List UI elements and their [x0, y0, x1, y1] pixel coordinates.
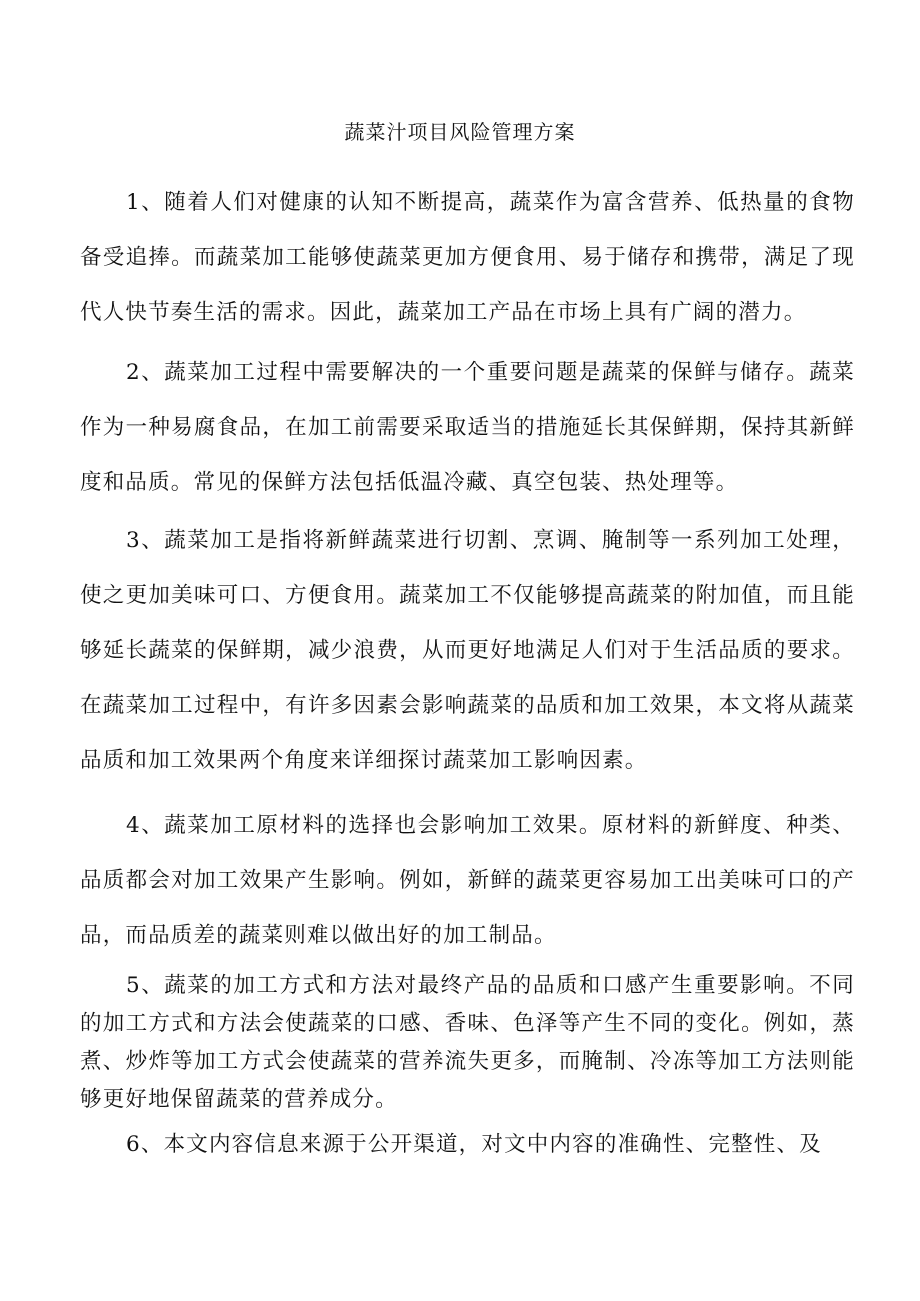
paragraph-4: 4、蔬菜加工原材料的选择也会影响加工效果。原材料的新鲜度、种类、品质都会对加工效果产生影响。例如，新鲜的蔬菜更容易加工出美味可口的产品，而品质差的蔬菜则难以做出好的加工制品。: [80, 813, 855, 948]
document-title: 蔬菜汁项目风险管理方案: [344, 120, 576, 144]
paragraph-6: 6、本文内容信息来源于公开渠道，对文中内容的准确性、完整性、及: [126, 1132, 822, 1157]
paragraph-2: 2、蔬菜加工过程中需要解决的一个重要问题是蔬菜的保鲜与储存。蔬菜作为一种易腐食品，在加工前需要采取适当的措施延长其保鲜期，保持其新鲜度和品质。常见的保鲜方法包括低温冷藏、真空包装、热处理等。: [80, 360, 855, 495]
paragraph-3: 3、蔬菜加工是指将新鲜蔬菜进行切割、烹调、腌制等一系列加工处理，使之更加美味可口、方便食用。蔬菜加工不仅能够提高蔬菜的附加值，而且能够延长蔬菜的保鲜期，减少浪费，从而更好地满足人们对于生活品质的要求。在蔬菜加工过程中，有许多因素会影响蔬菜的品质和加工效果，本文将从蔬菜品质和加工效果两个角度来详细探讨蔬菜加工影响因素。: [80, 528, 855, 773]
paragraph-1: 1、随着人们对健康的认知不断提高，蔬菜作为富含营养、低热量的食物备受追捧。而蔬菜加工能够使蔬菜更加方便食用、易于储存和携带，满足了现代人快节奏生活的需求。因此，蔬菜加工产品在市场上具有广阔的潜力。: [80, 190, 855, 325]
paragraph-5: 5、蔬菜的加工方式和方法对最终产品的品质和口感产生重要影响。不同的加工方式和方法会使蔬菜的口感、香味、色泽等产生不同的变化。例如，蒸煮、炒炸等加工方式会使蔬菜的营养流失更多，而腌制、冷冻等加工方法则能够更好地保留蔬菜的营养成分。: [80, 973, 855, 1112]
